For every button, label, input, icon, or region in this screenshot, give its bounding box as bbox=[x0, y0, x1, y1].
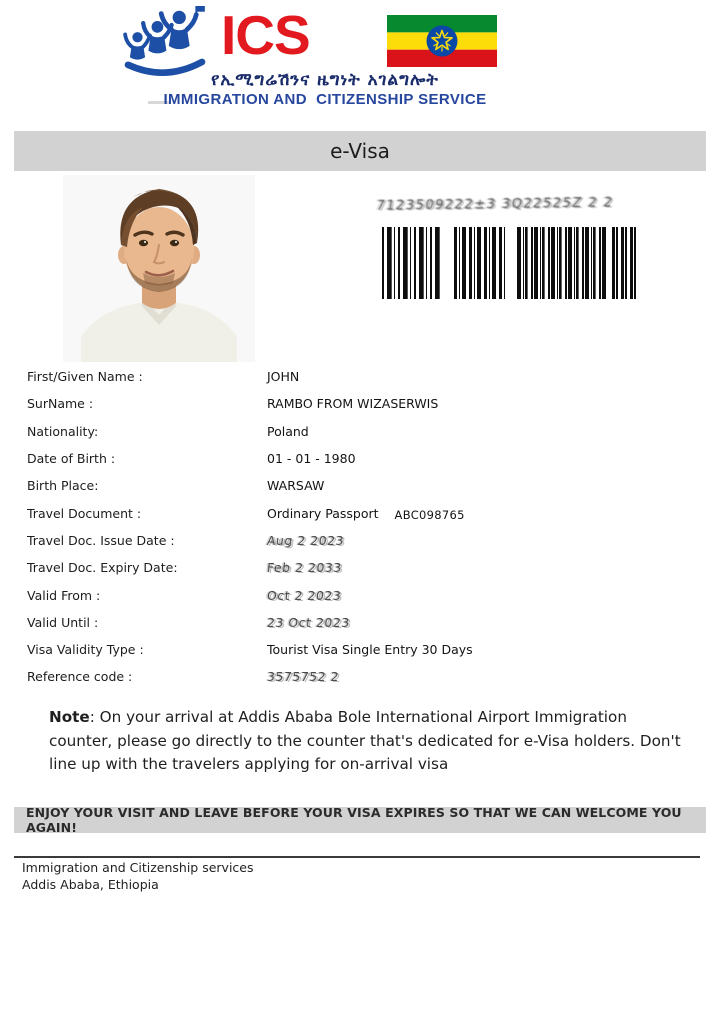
field-travel-document bbox=[27, 499, 687, 526]
field-label: Date of Birth : bbox=[27, 451, 116, 467]
field-birth-place bbox=[27, 472, 687, 499]
field-surname bbox=[27, 390, 687, 417]
footer-divider bbox=[14, 856, 700, 858]
field-value: Tourist Visa Single Entry 30 Days bbox=[267, 642, 473, 658]
field-label: Visa Validity Type : bbox=[27, 642, 144, 658]
barcode bbox=[382, 227, 638, 299]
field-label: Nationality: bbox=[27, 423, 99, 439]
field-value: Oct 2 2023 bbox=[266, 587, 343, 603]
field-value: Feb 2 2033 bbox=[266, 560, 343, 576]
field-value: 23 Oct 2023 bbox=[266, 614, 351, 630]
field-travel-doc-issue-date bbox=[27, 527, 687, 554]
field-value: WARSAW bbox=[267, 478, 325, 494]
farewell-banner-text: ENJOY YOUR VISIT AND LEAVE BEFORE YOUR VISA EXPIRES SO THAT WE CAN WELCOME YOU AGAIN! bbox=[26, 805, 682, 835]
field-label: SurName : bbox=[27, 396, 94, 412]
field-label: Reference code : bbox=[27, 669, 133, 685]
field-label: Travel Doc. Expiry Date: bbox=[27, 560, 178, 576]
field-label: Travel Document : bbox=[27, 505, 142, 521]
visa-fields bbox=[27, 363, 687, 691]
barcode-segment bbox=[612, 227, 638, 299]
barcode-segment bbox=[517, 227, 606, 299]
field-value: Poland bbox=[267, 423, 309, 439]
farewell-banner bbox=[14, 807, 706, 833]
note-label: Note bbox=[49, 708, 90, 726]
footer-location-line: Addis Ababa, Ethiopia bbox=[22, 877, 159, 892]
travel-document-number: ABC098765 bbox=[394, 508, 465, 523]
field-label: First/Given Name : bbox=[27, 369, 143, 385]
field-date-of-birth bbox=[27, 445, 687, 472]
field-label: Birth Place: bbox=[27, 478, 99, 494]
field-label: Valid From : bbox=[27, 587, 101, 603]
field-value: Ordinary Passport bbox=[267, 505, 379, 521]
field-label: Valid Until : bbox=[27, 614, 99, 630]
barcode-segment bbox=[454, 227, 506, 299]
ics-acronym: ICS bbox=[221, 4, 310, 66]
field-reference-code bbox=[27, 663, 687, 690]
field-visa-validity-type bbox=[27, 636, 687, 663]
field-value: RAMBO FROM WIZASERWIS bbox=[267, 396, 439, 412]
field-first-given-name bbox=[27, 363, 687, 390]
field-travel-doc-expiry-date bbox=[27, 554, 687, 581]
field-value: 3575752 2 bbox=[266, 669, 340, 685]
field-nationality bbox=[27, 418, 687, 445]
barcode-segment bbox=[382, 227, 442, 299]
applicant-photo bbox=[63, 175, 255, 362]
note-body: : On your arrival at Addis Ababa Bole International Airport Immigration counter, please go directly to the counter that's dedicated for e-Visa holders. Don't line up with the travelers applying for on-arrival visa bbox=[49, 708, 681, 773]
field-value: JOHN bbox=[267, 369, 300, 385]
ics-people-logo bbox=[118, 6, 212, 80]
barcode-number: 7123509222±3 3Q22525Z 2 2 bbox=[375, 195, 615, 214]
footer-org-line: Immigration and Citizenship services bbox=[22, 860, 254, 875]
evisa-title: e-Visa bbox=[330, 139, 390, 163]
evisa-title-bar bbox=[14, 131, 706, 171]
field-value: Aug 2 2023 bbox=[266, 532, 345, 548]
field-valid-from bbox=[27, 581, 687, 608]
field-valid-until bbox=[27, 609, 687, 636]
ethiopia-flag-icon bbox=[387, 15, 497, 67]
field-value: 01 - 01 - 1980 bbox=[267, 451, 356, 467]
arrival-note bbox=[49, 706, 687, 777]
field-label: Travel Doc. Issue Date : bbox=[27, 532, 175, 548]
service-title: IMMIGRATION AND CITIZENSHIP SERVICE bbox=[163, 91, 487, 108]
amharic-title: የኢሚግሬሽንና ዜግነት አገልግሎት bbox=[211, 70, 439, 90]
